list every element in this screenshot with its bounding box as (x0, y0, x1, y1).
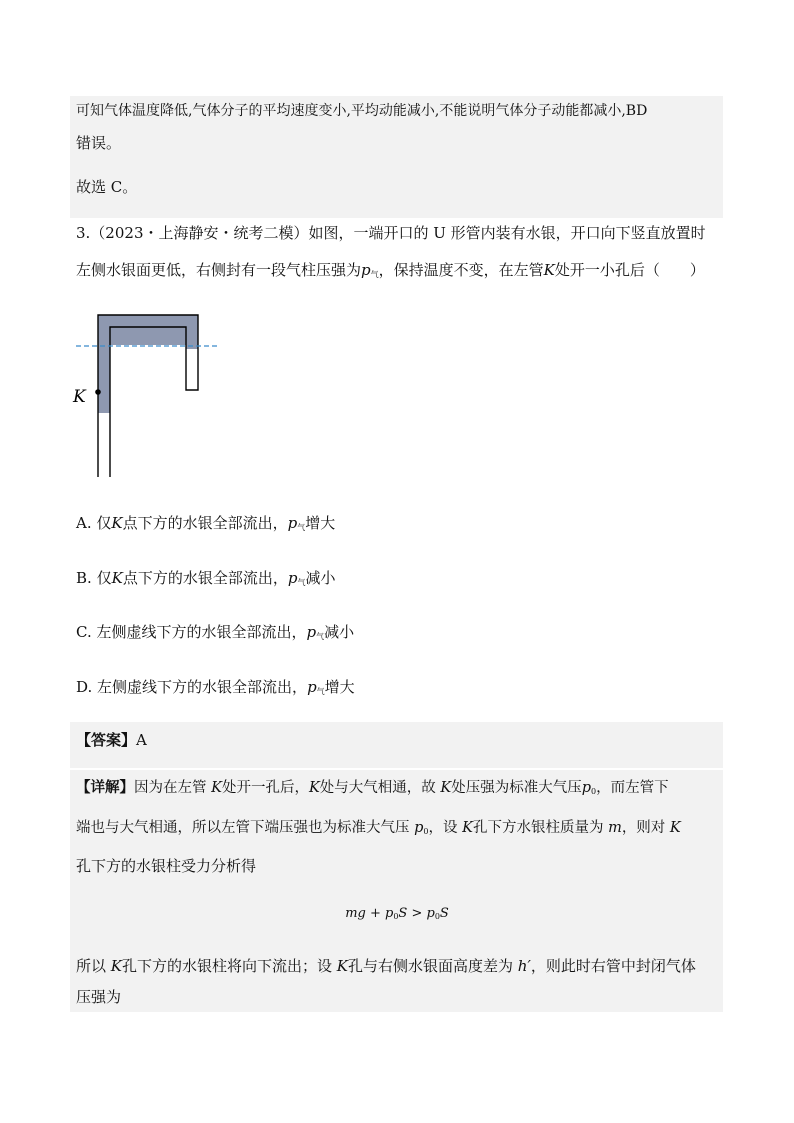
option-a-text-pre: 仅 (96, 514, 112, 532)
detail-p0: p (581, 780, 592, 796)
question-number: 3.（2023・上海静安・统考二模） (76, 224, 309, 242)
option-d-text-pre: 左侧虚线下方的水银全部流出， (97, 678, 308, 696)
formula-part: mg + p (345, 906, 394, 921)
option-b-p: p (287, 569, 298, 587)
option-d-p: p (307, 678, 317, 696)
detail-text: ，则此时右管中封闭气体 (530, 957, 696, 975)
formula-sub: 0 (393, 912, 399, 921)
detail-k: K (440, 780, 452, 796)
formula-part: S > p (398, 906, 435, 921)
detail-k: K (669, 820, 681, 836)
detail-line-4 (76, 956, 696, 976)
option-c-text-post: 减小 (324, 623, 355, 641)
option-a-p-sub: 气 (297, 523, 306, 532)
option-a-text-mid: 点下方的水银全部流出， (122, 514, 288, 532)
detail-line-1 (76, 778, 669, 802)
prev-conclusion: 故选 C。 (76, 178, 138, 196)
detail-text: ，而左管下 (596, 780, 669, 796)
detail-k: K (336, 957, 348, 975)
answer-value: A (136, 731, 147, 749)
k-symbol: K (543, 261, 555, 279)
detail-label: 【详解】 (76, 779, 134, 796)
detail-k: K (211, 780, 222, 796)
detail-text: ，设 (428, 820, 463, 836)
detail-p0-sub: 0 (423, 827, 429, 836)
option-a-letter: A. (76, 514, 92, 532)
hole-k-dot (95, 389, 101, 395)
detail-h-prime: h′ (517, 957, 531, 975)
question-line-1 (76, 223, 706, 243)
prev-line-2: 错误。 (76, 134, 122, 152)
option-b-text-mid: 点下方的水银全部流出， (122, 569, 288, 587)
option-c-p: p (306, 623, 317, 641)
p-gas-subscript: 气 (370, 270, 379, 279)
detail-text: 所以 (76, 957, 111, 975)
option-a-k: K (111, 514, 123, 532)
answer-line (76, 730, 147, 750)
option-b[interactable] (76, 568, 335, 593)
question-text-1: 如图，一端开口的 U 形管内装有水银，开口向下竖直放置时 (308, 224, 706, 242)
detail-text: 处开一孔后， (221, 780, 309, 796)
question-text-2c: 处开一小孔后（ ） (554, 261, 705, 279)
detail-text: 处压强为标准大气压 (451, 780, 582, 796)
option-b-p-sub: 气 (297, 578, 306, 587)
detail-m: m (608, 820, 622, 836)
option-c-p-sub: 气 (316, 632, 325, 641)
detail-p0-sub: 0 (591, 787, 597, 796)
option-d-text-post: 增大 (324, 678, 355, 696)
option-d-letter: D. (76, 678, 93, 696)
detail-text: 处与大气相通，故 (319, 780, 441, 796)
detail-text: 端也与大气相通，所以左管下端压强也为标准大气压 (76, 820, 415, 836)
option-b-text-post: 减小 (305, 569, 336, 587)
formula-sub: 0 (434, 912, 440, 921)
option-a[interactable] (76, 513, 335, 538)
option-b-letter: B. (76, 569, 92, 587)
u-tube-figure (60, 305, 240, 485)
k-label: K (73, 387, 86, 407)
option-d[interactable] (76, 677, 355, 702)
detail-line-3: 孔下方的水银柱受力分析得 (76, 857, 257, 875)
left-mercury-column (98, 345, 110, 413)
formula-part: S (439, 906, 449, 921)
tube-mercury (98, 315, 198, 345)
detail-text: 孔下方水银柱质量为 (472, 820, 609, 836)
answer-label: 【答案】 (76, 731, 137, 749)
option-c[interactable] (76, 622, 354, 647)
option-d-p-sub: 气 (316, 687, 325, 696)
option-c-text-pre: 左侧虚线下方的水银全部流出， (96, 623, 307, 641)
option-a-p: p (287, 514, 298, 532)
question-text-2b: ，保持温度不变，在左管 (378, 261, 544, 279)
question-line-2 (76, 260, 705, 285)
answer-block (70, 722, 723, 768)
prev-line-1: 可知气体温度降低,气体分子的平均速度变小,平均动能减小,不能说明气体分子动能都减小,BD (76, 103, 648, 119)
detail-text: 孔下方的水银柱将向下流出；设 (122, 957, 337, 975)
detail-text: 因为在左管 (134, 780, 212, 796)
force-formula (0, 904, 794, 927)
detail-text: ，则对 (621, 820, 670, 836)
option-c-letter: C. (76, 623, 92, 641)
detail-line-5: 压强为 (76, 988, 122, 1006)
p-gas-symbol: p (361, 261, 371, 279)
detail-k: K (462, 820, 473, 836)
detail-k: K (308, 780, 320, 796)
detail-p0: p (414, 820, 424, 836)
option-a-text-post: 增大 (305, 514, 336, 532)
option-b-k: K (111, 569, 123, 587)
detail-line-2 (76, 818, 681, 842)
detail-text: 孔与右侧水银面高度差为 (348, 957, 518, 975)
detail-k: K (110, 957, 122, 975)
option-b-text-pre: 仅 (96, 569, 112, 587)
question-text-2a: 左侧水银面更低，右侧封有一段气柱压强为 (76, 261, 362, 279)
